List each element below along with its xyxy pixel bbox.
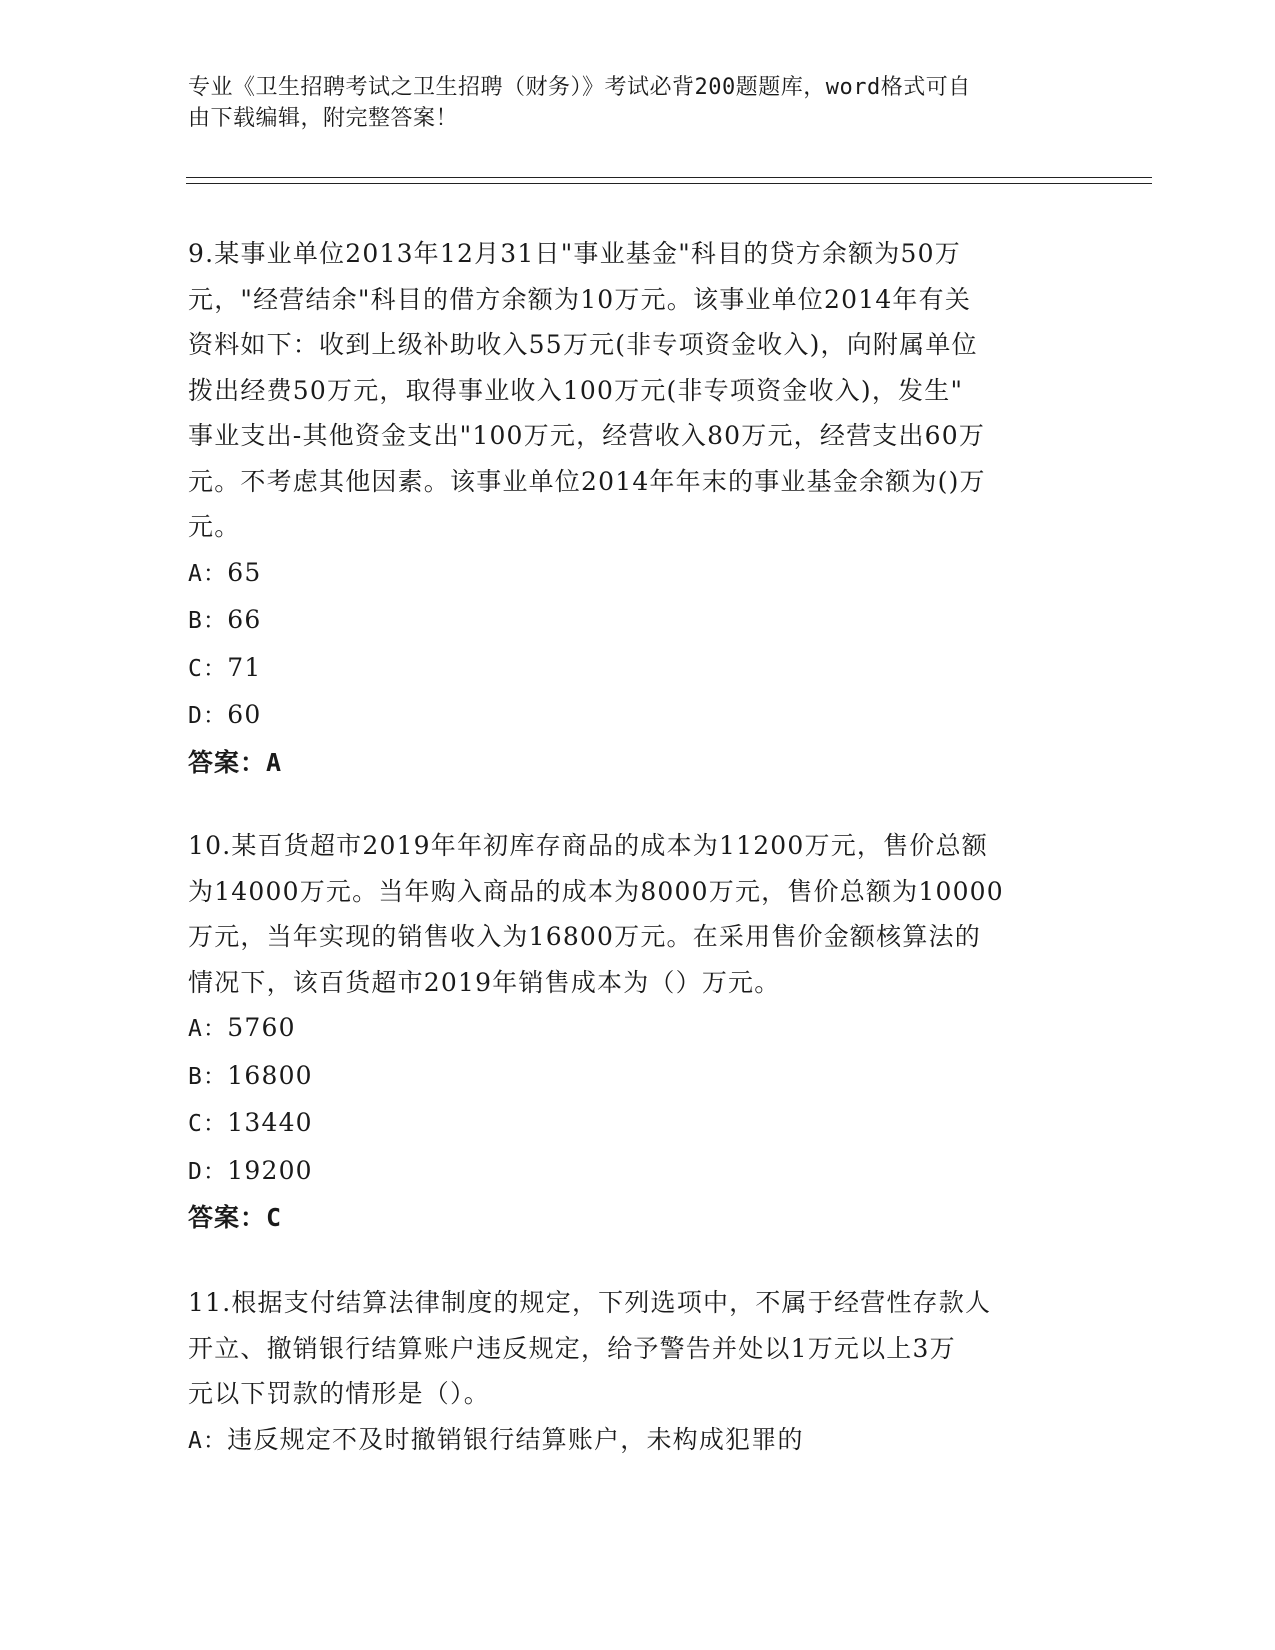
option-a	[188, 1005, 1088, 1053]
option-key: A：	[188, 1016, 228, 1042]
option-text: 66	[227, 605, 262, 634]
question-stem-line: 元。	[188, 512, 241, 541]
option-c	[188, 645, 1088, 693]
question-stem-line: 情况下，该百货超市2019年销售成本为（）万元。	[188, 967, 781, 997]
question-stem-line: 拨出经费50万元，取得事业收入100万元(非专项资金收入)，发生"	[188, 375, 964, 405]
option-text: 16800	[227, 1060, 313, 1090]
header-line-1: 专业《卫生招聘考试之卫生招聘（财务）》考试必背200题题库，word格式可自	[188, 75, 971, 100]
option-key: A：	[188, 560, 228, 587]
question-10	[188, 823, 1088, 1241]
question-stem-line: 9.某事业单位2013年12月31日"事业基金"科目的贷方余额为50万	[188, 239, 961, 268]
option-text: 71	[227, 652, 262, 682]
header-divider-top	[186, 177, 1152, 178]
question-9	[188, 231, 1088, 785]
question-stem-line: 资料如下：收到上级补助收入55万元(非专项资金收入)，向附属单位	[188, 330, 978, 359]
question-stem-line: 10.某百货超市2019年年初库存商品的成本为11200万元，售价总额	[188, 831, 988, 860]
option-text: 19200	[227, 1155, 313, 1185]
option-key: D：	[188, 1158, 228, 1185]
answer-label: 答案：C	[188, 1203, 283, 1232]
question-stem-line: 元，"经营结余"科目的借方余额为10万元。该事业单位2014年有关	[188, 284, 972, 314]
question-stem-line: 开立、撤销银行结算账户违反规定，给予警告并处以1万元以上3万	[188, 1333, 956, 1363]
question-stem-line: 元以下罚款的情形是（）。	[188, 1379, 490, 1408]
option-text: 5760	[227, 1013, 296, 1042]
option-text: 60	[227, 700, 262, 729]
option-key: D：	[188, 703, 228, 729]
question-11	[188, 1280, 1088, 1464]
option-text: 13440	[227, 1108, 313, 1137]
answer-label: 答案：A	[188, 747, 283, 777]
option-key: C：	[188, 655, 228, 682]
option-key: B：	[188, 608, 228, 634]
question-stem-line: 为14000万元。当年购入商品的成本为8000万元，售价总额为10000	[188, 876, 1004, 906]
header-line-2: 由下载编辑，附完整答案！	[188, 106, 459, 131]
option-d	[188, 1148, 1088, 1196]
option-a	[188, 1417, 1088, 1465]
option-key: B：	[188, 1063, 228, 1090]
question-stem-line: 万元，当年实现的销售收入为16800万元。在采用售价金额核算法的	[188, 922, 981, 951]
option-b	[188, 597, 1088, 645]
option-d	[188, 692, 1088, 740]
option-b	[188, 1053, 1088, 1101]
option-key: A：	[188, 1427, 228, 1454]
question-stem-line: 11.根据支付结算法律制度的规定，下列选项中，不属于经营性存款人	[188, 1288, 992, 1317]
option-a	[188, 550, 1088, 598]
document-header	[188, 72, 1068, 134]
option-key: C：	[188, 1111, 228, 1137]
question-stem-line: 元。不考虑其他因素。该事业单位2014年年末的事业基金余额为()万	[188, 466, 986, 496]
option-text: 违反规定不及时撤销银行结算账户，未构成犯罪的	[227, 1424, 804, 1454]
header-divider-bottom	[186, 183, 1152, 184]
option-text: 65	[227, 557, 262, 587]
option-c	[188, 1100, 1088, 1148]
question-stem-line: 事业支出-其他资金支出"100万元，经营收入80万元，经营支出60万	[188, 421, 986, 450]
